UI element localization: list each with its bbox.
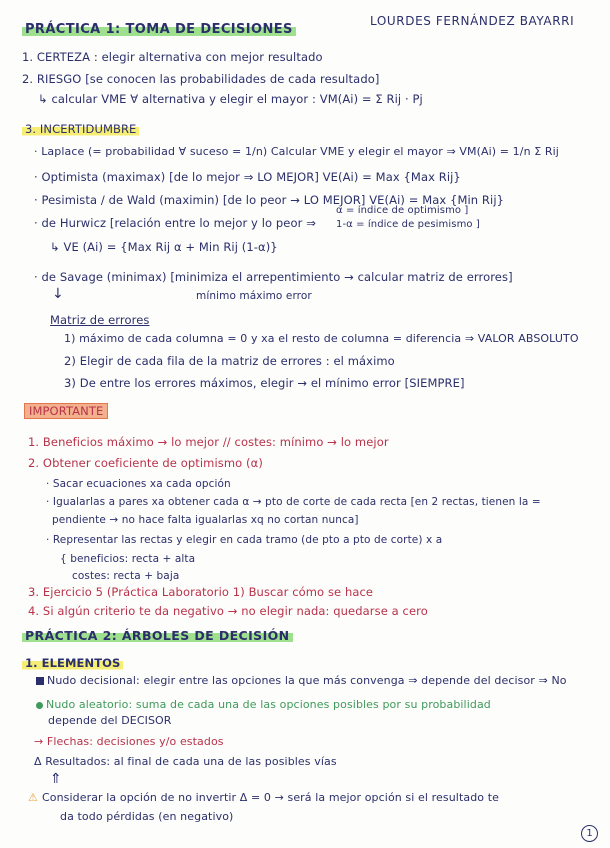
savage-note: mínimo máximo error [196,290,312,302]
riesgo-line: 2. RIESGO [se conocen las probabilidades de cada resultado] [22,72,380,86]
hurwicz-alpha-pesimismo: 1-α = índice de pesimismo ] [336,219,480,230]
down-arrow-icon: ↓ [52,286,64,302]
page-number: 1 [581,825,598,842]
incertidumbre-heading: 3. INCERTIDUMBRE [22,122,139,136]
important-sub-2: · Igualarlas a pares xa obtener cada α → pto de corte de cada recta [en 2 rectas, tienen la = [46,496,541,508]
important-item-4: 4. Si algún criterio te da negativo → no elegir nada: quedarse a cero [28,604,428,618]
important-item-2: 2. Obtener coeficiente de optimismo (α) [28,456,263,470]
savage-line: · de Savage (minimax) [minimiza el arrepentimiento → calcular matriz de errores] [34,270,513,284]
hurwicz-alpha-optimismo: α = índice de optimismo ] [336,205,469,216]
optimista-line: · Optimista (maximax) [de lo mejor ⇒ LO MEJOR] VE(Ai) = Max {Max Rij} [34,170,461,184]
important-sub-2b: pendiente → no hace falta igualarlas xq no cortan nunca] [52,514,359,526]
important-costes: costes: recta + baja [72,570,180,582]
warning-icon: ⚠ [28,791,38,804]
laplace-line: · Laplace (= probabilidad ∀ suceso = 1/n) Calcular VME y elegir el mayor ⇒ VM(Ai) = 1/n Σ Rij [34,145,559,158]
hurwicz-line: · de Hurwicz [relación entre lo mejor y lo peor ⇒ [34,216,316,230]
matriz-step-2: 2) Elegir de cada fila de la matriz de errores : el máximo [64,354,395,368]
nudo-decisor-note: depende del DECISOR [48,714,172,727]
important-item-1: 1. Beneficios máximo → lo mejor // costes: mínimo → lo mejor [28,435,389,449]
flechas-line: → Flechas: decisiones y/o estados [34,735,224,748]
nudo-decisional: Nudo decisional: elegir entre las opciones la que más convenga ⇒ depende del decisor ⇒ No [36,674,567,687]
resultados-line: Δ Resultados: al final de cada una de las posibles vías [34,755,337,768]
practica-2-title: PRÁCTICA 2: ÁRBOLES DE DECISIÓN [22,628,293,643]
nudo-aleatorio: Nudo aleatorio: suma de cada una de las opciones posibles por su probabilidad [36,698,491,711]
circle-icon [36,702,43,709]
riesgo-formula: ↳ calcular VME ∀ alternativa y elegir el mayor : VM(Ai) = Σ Rij · Pj [38,92,423,106]
author-name: LOURDES FERNÁNDEZ BAYARRI [370,14,575,28]
considerar-line-2: da todo pérdidas (en negativo) [60,810,234,823]
important-sub-1: · Sacar ecuaciones xa cada opción [46,478,231,490]
up-arrow-icon: ⇑ [50,771,62,787]
hurwicz-formula: ↳ VE (Ai) = {Max Rij α + Min Rij (1-α)} [50,240,278,254]
matriz-step-3: 3) De entre los errores máximos, elegir → el mínimo error [SIEMPRE] [64,376,465,390]
page-title: PRÁCTICA 1: TOMA DE DECISIONES [22,22,296,37]
considerar-line: ⚠ Considerar la opción de no invertir Δ = 0 → será la mejor opción si el resultado te [28,791,499,804]
important-sub-3: · Representar las rectas y elegir en cada tramo (de pto a pto de corte) x a [46,534,443,546]
pesimista-line: · Pesimista / de Wald (maximin) [de lo peor → LO MEJOR] VE(Ai) = Max {Min Rij} [34,193,505,207]
square-icon [36,677,44,685]
matriz-errores-heading: Matriz de errores [50,313,150,327]
certeza-line: 1. CERTEZA : elegir alternativa con mejor resultado [22,50,323,64]
elementos-heading: 1. ELEMENTOS [22,656,123,670]
matriz-step-1: 1) máximo de cada columna = 0 y xa el resto de columna = diferencia ⇒ VALOR ABSOLUTO [64,332,579,345]
important-label: IMPORTANTE [24,404,108,418]
important-item-3: 3. Ejercicio 5 (Práctica Laboratorio 1) Buscar cómo se hace [28,585,374,599]
important-beneficios: { beneficios: recta + alta [60,553,196,565]
